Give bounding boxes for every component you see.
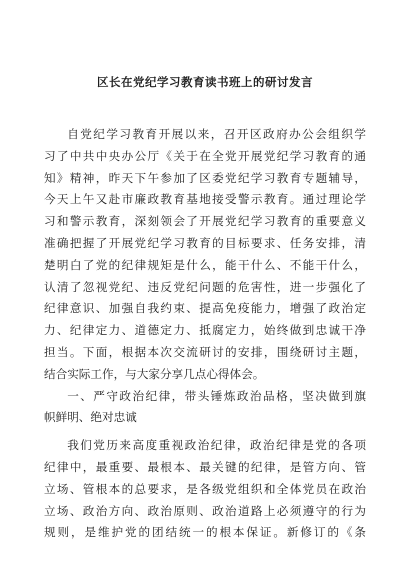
text-line: 担当。下面，根据本次交流研讨的安排，围绕研讨主题，: [44, 344, 366, 359]
section-heading-1: [44, 386, 366, 430]
text-line: 立场、政治方向、政治原则、政治道路上必须遵守的行为: [44, 503, 366, 518]
text-line: 力、纪律定力、道德定力、抵腐定力，始终做到忠诚干净: [44, 323, 366, 338]
text-line: 习和警示教育，深刻领会了开展党纪学习教育的重要意义: [44, 214, 366, 229]
text-line: 今天上午又赴市廉政教育基地接受警示教育。通过理论学: [44, 192, 366, 207]
text-line: 纪律意识、加强自我约束、提高免疫能力，增强了政治定: [44, 301, 366, 316]
text-line: 自党纪学习教育开展以来，召开区政府办公会组织学: [67, 127, 366, 141]
paragraph-political-discipline: [44, 435, 366, 544]
text-line: 结合实际工作，与大家分享几点心得体会。: [44, 366, 265, 381]
text-line: 认清了忽视党纪、违反党纪问题的危害性，进一步强化了: [44, 279, 366, 294]
text-line: 习了中共中央办公厅《关于在全党开展党纪学习教育的通: [44, 148, 366, 163]
text-line: 楚明白了党的纪律规矩是什么，能干什么、不能干什么，: [44, 257, 366, 272]
text-line: 纪律中，最重要、最根本、最关键的纪律，是管方向、管: [44, 459, 366, 474]
text-line: 规则，是维护党的团结统一的根本保证。新修订的《条: [44, 525, 366, 540]
document-title: 区长在党纪学习教育读书班上的研讨发言: [97, 75, 313, 89]
heading-line: 帜鲜明、绝对忠诚: [44, 410, 137, 425]
text-line: 知》精神，昨天下午参加了区委党纪学习教育专题辅导，: [44, 170, 366, 185]
text-line: 准确把握了开展党纪学习教育的目标要求、任务安排，清: [44, 235, 366, 250]
text-line: 立场、管根本的总要求，是各级党组织和全体党员在政治: [44, 481, 366, 496]
paragraph-intro: [44, 124, 366, 386]
text-line: 我们党历来高度重视政治纪律，政治纪律是党的各项: [67, 438, 366, 453]
heading-line: 一、严守政治纪律，带头锤炼政治品格，坚决做到旗: [67, 388, 366, 403]
